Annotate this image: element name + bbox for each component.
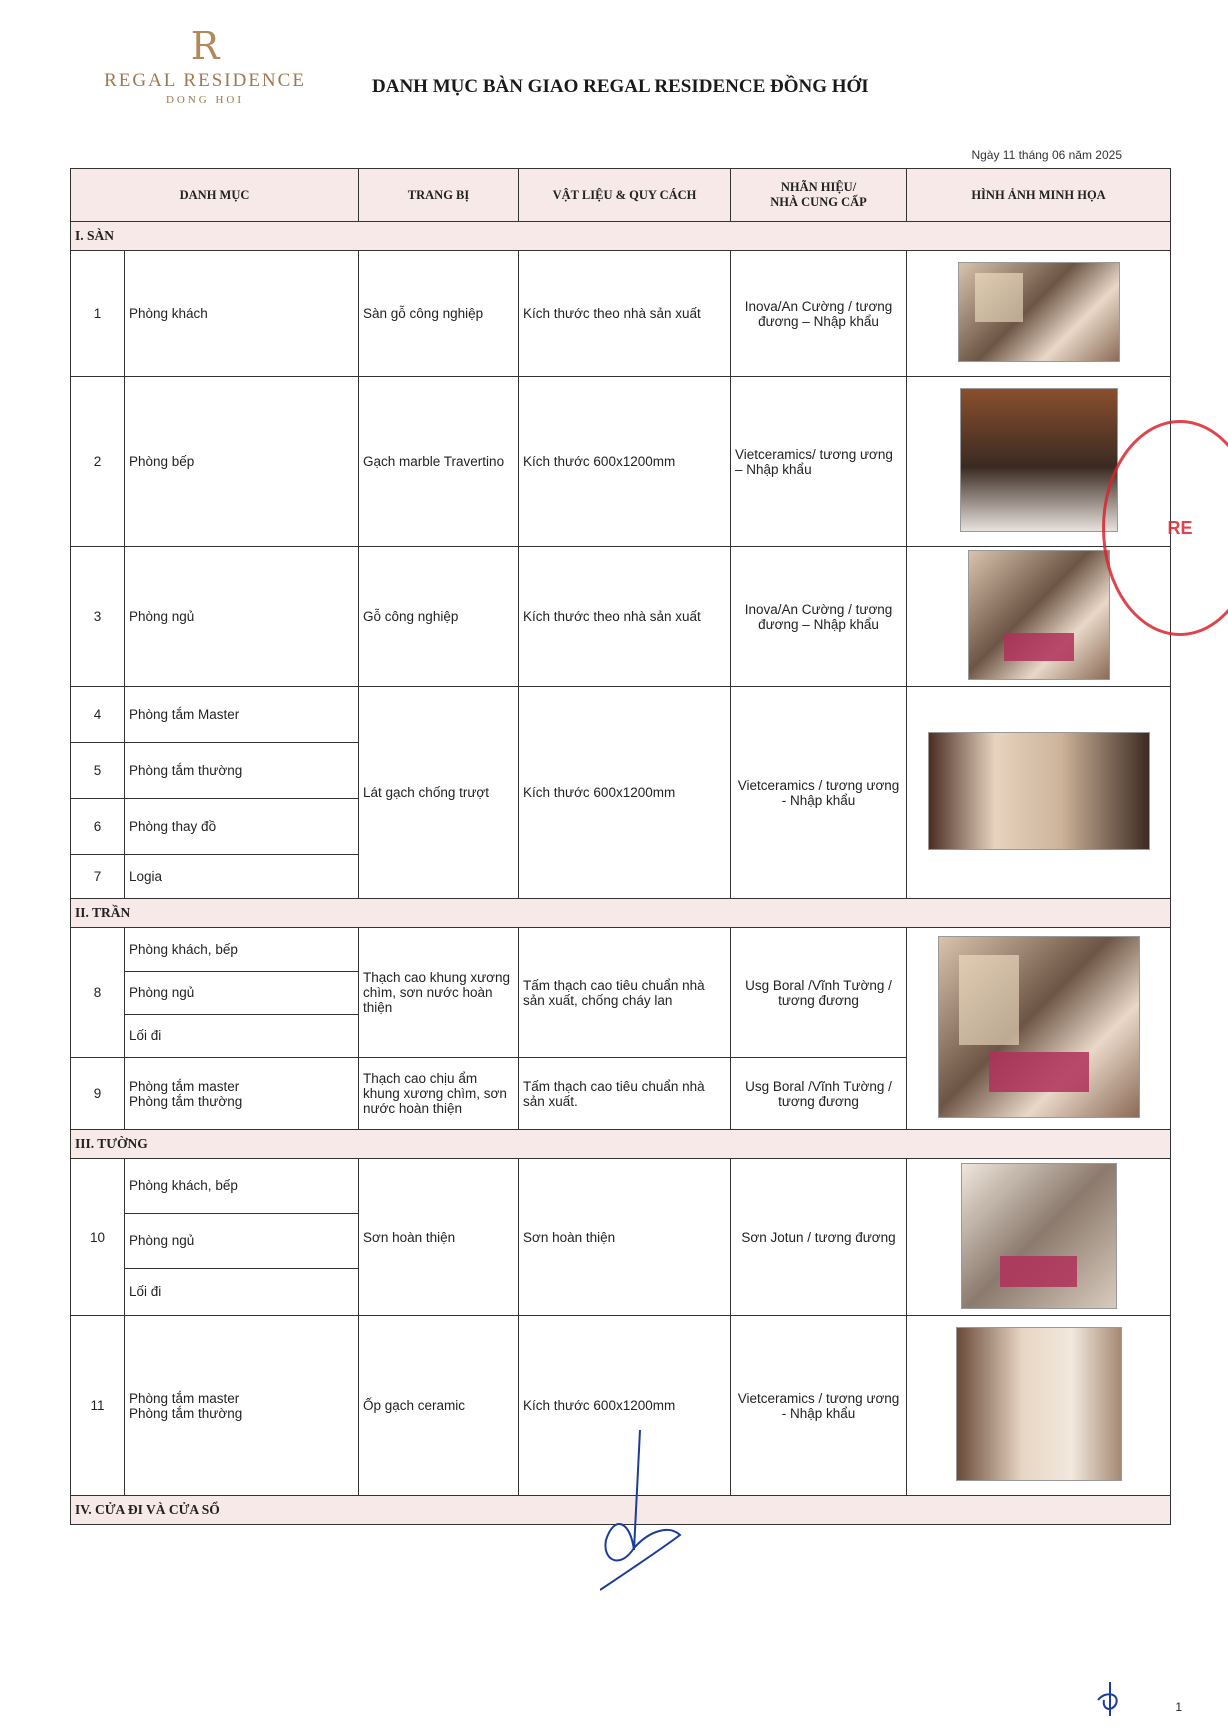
- company-logo: [90, 26, 320, 106]
- table-row: [71, 547, 1171, 687]
- row-number: 5: [71, 743, 125, 799]
- row-room-b: Phòng tắm thường: [129, 1093, 243, 1109]
- row-material: Kích thước 600x1200mm: [519, 687, 731, 899]
- row-number: 9: [71, 1058, 125, 1130]
- row-equipment: Thạch cao chịu ẩm khung xương chìm, sơn nước hoàn thiện: [359, 1058, 519, 1130]
- section-row: [71, 1130, 1171, 1159]
- row-number: 8: [71, 928, 125, 1058]
- kitchen-image: [960, 388, 1118, 532]
- row-room: Phòng tắm Master: [125, 687, 359, 743]
- col-header-category: DANH MỤC: [71, 169, 359, 222]
- row-room: [125, 1058, 359, 1130]
- row-material: Kích thước 600x1200mm: [519, 1316, 731, 1496]
- row-brand: Usg Boral /Vĩnh Tường / tương đương: [731, 928, 907, 1058]
- col-header-brand-line2: NHÀ CUNG CẤP: [770, 195, 867, 209]
- bathroom-image: [928, 732, 1150, 850]
- row-brand: Vietceramics/ tương ương – Nhập khẩu: [731, 377, 907, 547]
- col-header-brand-line1: NHÃN HIỆU/: [780, 180, 857, 194]
- initial-mark: [1090, 1680, 1130, 1720]
- row-material: Tấm thạch cao tiêu chuẩn nhà sản xuất, chống cháy lan: [519, 928, 731, 1058]
- row-number: 11: [71, 1316, 125, 1496]
- row-equipment: Thạch cao khung xương chìm, sơn nước hoàn thiện: [359, 928, 519, 1058]
- row-equipment: Gỗ công nghiệp: [359, 547, 519, 687]
- col-header-equipment: TRANG BỊ: [359, 169, 519, 222]
- section-floor: I. SÀN: [71, 222, 1171, 251]
- row-room: [125, 1316, 359, 1496]
- row-number: 1: [71, 251, 125, 377]
- row-room-b: Phòng ngủ: [125, 972, 358, 1015]
- row-room: [125, 1159, 359, 1316]
- row-material: Kích thước theo nhà sản xuất: [519, 251, 731, 377]
- row-image-cell: [907, 1316, 1171, 1496]
- wall-bathroom-image: [956, 1327, 1122, 1481]
- row-room-a: Phòng tắm master: [129, 1078, 240, 1094]
- row-room: Phòng bếp: [125, 377, 359, 547]
- document-date: Ngày 11 tháng 06 năm 2025: [971, 148, 1122, 162]
- row-equipment: Sàn gỗ công nghiệp: [359, 251, 519, 377]
- table-row: [71, 687, 1171, 743]
- table-row: [71, 251, 1171, 377]
- signature: [600, 1430, 720, 1600]
- row-room: [125, 928, 359, 1058]
- row-brand: Vietceramics / tương ương - Nhập khẩu: [731, 1316, 907, 1496]
- row-brand: Vietceramics / tương ương - Nhập khẩu: [731, 687, 907, 899]
- section-row: [71, 899, 1171, 928]
- row-brand: Sơn Jotun / tương đương: [731, 1159, 907, 1316]
- section-ceiling: II. TRẦN: [71, 899, 1171, 928]
- row-image-cell: [907, 251, 1171, 377]
- row-room: Phòng khách: [125, 251, 359, 377]
- row-number: 7: [71, 855, 125, 899]
- row-equipment: Lát gạch chống trượt: [359, 687, 519, 899]
- row-room: Phòng tắm thường: [125, 743, 359, 799]
- row-image-cell: [907, 928, 1171, 1130]
- row-equipment: Ốp gạch ceramic: [359, 1316, 519, 1496]
- row-image-cell: [907, 687, 1171, 899]
- living-room-image: [958, 262, 1120, 362]
- row-equipment: Sơn hoàn thiện: [359, 1159, 519, 1316]
- table-row: [71, 377, 1171, 547]
- row-number: 3: [71, 547, 125, 687]
- row-room-b: Phòng tắm thường: [129, 1405, 243, 1421]
- col-header-image: HÌNH ẢNH MINH HỌA: [907, 169, 1171, 222]
- col-header-material: VẬT LIỆU & QUY CÁCH: [519, 169, 731, 222]
- row-material: Kích thước theo nhà sản xuất: [519, 547, 731, 687]
- row-number: 6: [71, 799, 125, 855]
- section-row: [71, 222, 1171, 251]
- document-title: DANH MỤC BÀN GIAO REGAL RESIDENCE ĐỒNG HỚI: [372, 76, 869, 97]
- row-room-a: Phòng tắm master: [129, 1390, 240, 1406]
- section-wall: III. TƯỜNG: [71, 1130, 1171, 1159]
- logo-subtitle: DONG HOI: [165, 94, 245, 106]
- row-number: 10: [71, 1159, 125, 1316]
- ceiling-bedroom-image: [938, 936, 1140, 1118]
- page-number: 1: [1175, 1700, 1182, 1714]
- stamp-text: RE: [1167, 517, 1193, 538]
- row-brand: Inova/An Cường / tương đương – Nhập khẩu: [731, 547, 907, 687]
- col-header-brand: [731, 169, 907, 222]
- row-room: Logia: [125, 855, 359, 899]
- row-image-cell: [907, 1159, 1171, 1316]
- wall-room-image: [961, 1163, 1117, 1309]
- row-material: Kích thước 600x1200mm: [519, 377, 731, 547]
- row-material: Sơn hoàn thiện: [519, 1159, 731, 1316]
- table-row: [71, 1159, 1171, 1316]
- row-room: Phòng ngủ: [125, 547, 359, 687]
- row-brand: Inova/An Cường / tương đương – Nhập khẩu: [731, 251, 907, 377]
- row-room-c: Lối đi: [129, 1284, 162, 1299]
- row-room: Phòng thay đồ: [125, 799, 359, 855]
- row-room-b: Phòng ngủ: [125, 1214, 358, 1269]
- section-doors: IV. CỬA ĐI VÀ CỬA SỔ: [71, 1496, 1171, 1525]
- row-number: 2: [71, 377, 125, 547]
- row-equipment: Gạch marble Travertino: [359, 377, 519, 547]
- table-row: [71, 928, 1171, 1058]
- table-header-row: [71, 169, 1171, 222]
- row-number: 4: [71, 687, 125, 743]
- row-room-c: Lối đi: [129, 1027, 162, 1043]
- row-material: Tấm thạch cao tiêu chuẩn nhà sản xuất.: [519, 1058, 731, 1130]
- row-room-a: Phòng khách, bếp: [125, 1159, 358, 1214]
- bedroom-image: [968, 550, 1110, 680]
- handover-table: [70, 168, 1171, 1525]
- row-room-a: Phòng khách, bếp: [125, 929, 358, 972]
- logo-name: REGAL RESIDENCE: [104, 70, 306, 91]
- row-brand: Usg Boral /Vĩnh Tường / tương đương: [731, 1058, 907, 1130]
- logo-mark: R: [190, 24, 220, 68]
